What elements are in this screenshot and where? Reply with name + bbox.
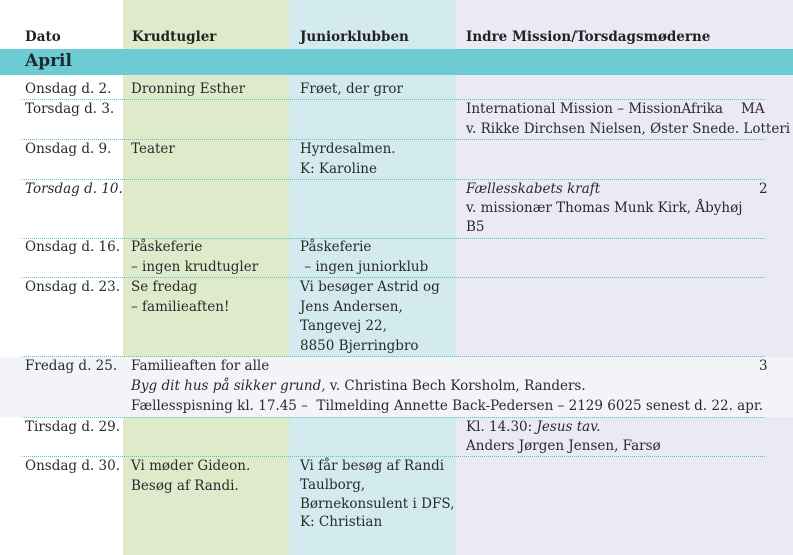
mission-time: Kl. 14.30: bbox=[466, 419, 537, 435]
mission-title: Jesus tav. bbox=[536, 419, 601, 435]
familieaften-line1: Familieaften for alle bbox=[131, 358, 270, 374]
juniorklub-entry-line2: – ingen juniorklub bbox=[300, 259, 429, 275]
mission-entry-line2: Anders Jørgen Jensen, Farsø bbox=[466, 438, 661, 454]
mission-entry-line2: v. missionær Thomas Munk Kirk, Åbyhøj bbox=[466, 200, 743, 216]
row-date: Onsdag d. 23. bbox=[25, 279, 121, 295]
juniorklub-entry-line1: Påskeferie bbox=[300, 239, 372, 255]
row-date: Onsdag d. 2. bbox=[25, 81, 112, 97]
krudtugler-entry-line1: Se fredag bbox=[131, 279, 198, 295]
header-mission: Indre Mission/Torsdagsmøderne bbox=[466, 29, 711, 45]
row-divider bbox=[22, 179, 765, 180]
mission-tag: MA bbox=[741, 101, 765, 117]
krudtugler-entry-line2: – ingen krudtugler bbox=[131, 259, 259, 275]
mission-entry-line1: International Mission – MissionAfrika bbox=[466, 101, 723, 117]
row-date: Onsdag d. 30. bbox=[25, 458, 121, 474]
krudtugler-entry-line2: Besøg af Randi. bbox=[131, 478, 239, 494]
mission-number: 2 bbox=[759, 181, 768, 197]
row-divider bbox=[22, 417, 765, 418]
row-date: Onsdag d. 16. bbox=[25, 239, 121, 255]
familieaften-line2 bbox=[131, 377, 586, 397]
juniorklub-entry-line4: K: Christian bbox=[300, 514, 383, 530]
juniorklub-entry: Frøet, der gror bbox=[300, 81, 403, 97]
juniorklub-entry-line1: Vi besøger Astrid og bbox=[300, 279, 440, 295]
familieaften-theme: Byg dit hus på sikker grund, bbox=[131, 378, 326, 394]
juniorklub-entry-line3: Tangevej 22, bbox=[300, 318, 387, 334]
juniorklub-entry-line1: Vi får besøg af Randi bbox=[300, 458, 445, 474]
krudtugler-entry: Dronning Esther bbox=[131, 81, 246, 97]
juniorklub-entry-line4: 8850 Bjerringbro bbox=[300, 338, 419, 354]
juniorklub-entry-line2: K: Karoline bbox=[300, 161, 377, 177]
juniorklub-entry-line2: Jens Andersen, bbox=[300, 299, 403, 315]
row-date: Torsdag d. 10. bbox=[25, 181, 123, 197]
juniorklub-entry-line2: Taulborg, bbox=[300, 477, 366, 493]
familieaften-number: 3 bbox=[759, 358, 768, 374]
krudtugler-entry-line1: Vi møder Gideon. bbox=[131, 458, 251, 474]
krudtugler-entry: Teater bbox=[131, 141, 175, 157]
row-date: Onsdag d. 9. bbox=[25, 141, 112, 157]
row-date: Torsdag d. 3. bbox=[25, 101, 115, 117]
krudtugler-entry-line1: Påskeferie bbox=[131, 239, 203, 255]
row-date: Fredag d. 25. bbox=[25, 358, 118, 374]
header-juniorklubben: Juniorklubben bbox=[300, 29, 409, 45]
familieaften-speaker: v. Christina Bech Korsholm, Randers. bbox=[325, 378, 586, 394]
month-band bbox=[0, 49, 793, 75]
header-dato: Dato bbox=[25, 29, 61, 45]
familieaften-line3: Fællesspisning kl. 17.45 – Tilmelding Annette Back-Pedersen – 2129 6025 senest d. 22. apr. bbox=[131, 398, 764, 414]
mission-entry-line2: v. Rikke Dirchsen Nielsen, Øster Snede. Lotteri bbox=[466, 121, 791, 137]
mission-entry-line3: B5 bbox=[466, 219, 485, 235]
mission-entry-line1 bbox=[466, 418, 601, 438]
month-label: April bbox=[25, 51, 72, 71]
juniorklub-entry-line3: Børnekonsulent i DFS, bbox=[300, 496, 455, 512]
row-date: Tirsdag d. 29. bbox=[25, 419, 121, 435]
mission-entry-title: Fællesskabets kraft bbox=[466, 181, 601, 197]
juniorklub-entry-line1: Hyrdesalmen. bbox=[300, 141, 396, 157]
header-krudtugler: Krudtugler bbox=[132, 29, 217, 45]
krudtugler-entry-line2: – familieaften! bbox=[131, 299, 230, 315]
